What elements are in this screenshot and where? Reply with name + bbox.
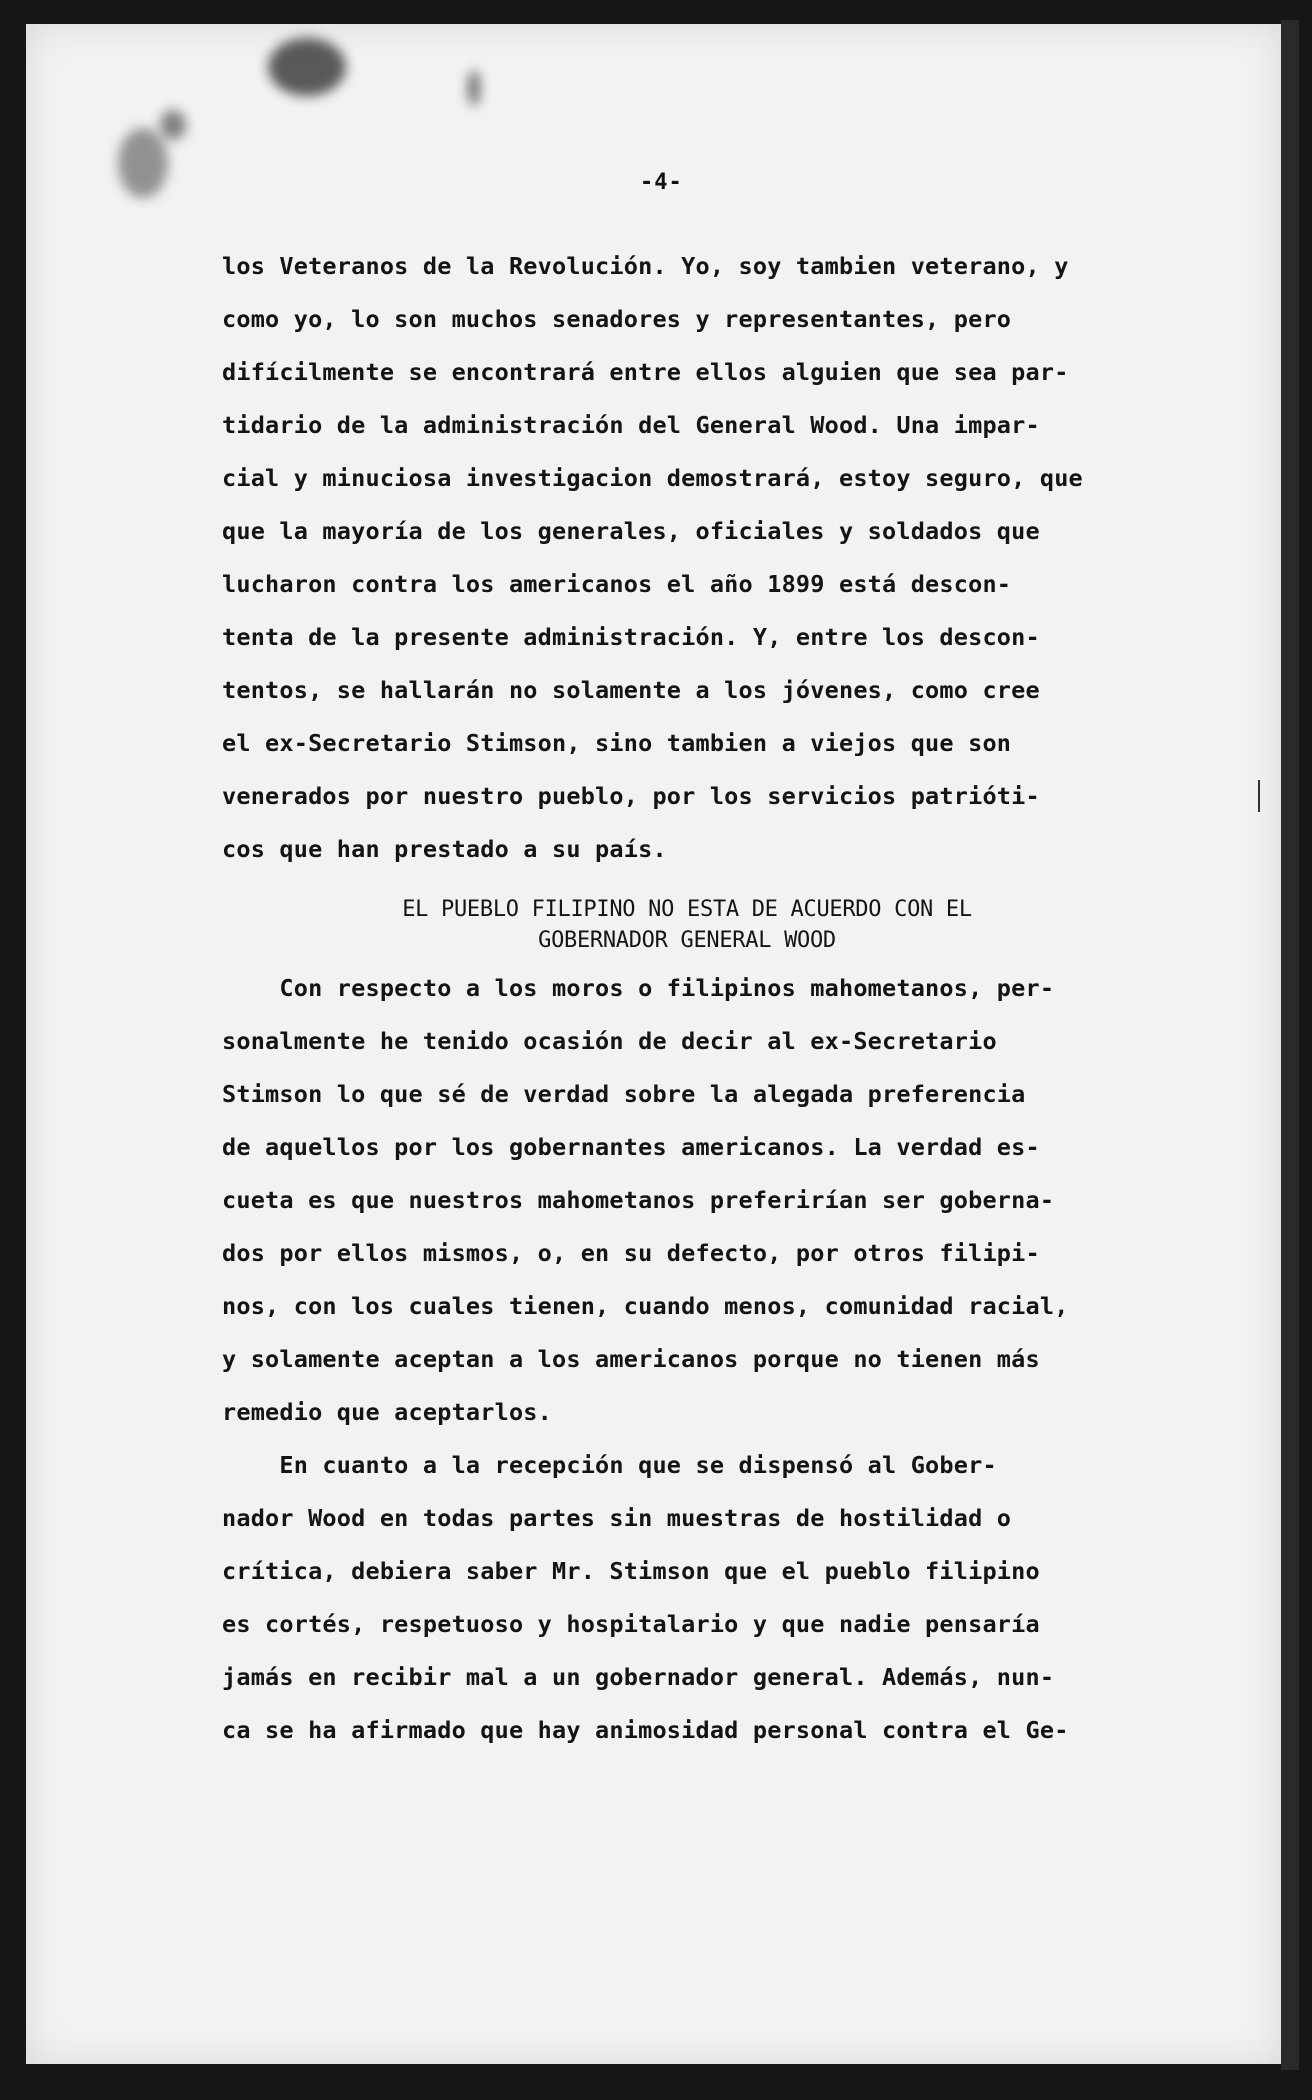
text-line: crítica, debiera saber Mr. Stimson que el pueblo filipino	[222, 1557, 1040, 1585]
text-line: jamás en recibir mal a un gobernador general. Además, nun-	[222, 1663, 1055, 1691]
text-line: dos por ellos mismos, o, en su defecto, por otros filipi-	[222, 1239, 1040, 1267]
text-line: el ex-Secretario Stimson, sino tambien a viejos que son	[222, 729, 1012, 757]
page-number: -4-	[640, 170, 683, 195]
text-line: tenta de la presente administración. Y, entre los descon-	[222, 623, 1040, 651]
text-line: que la mayoría de los generales, oficiales y soldados que	[222, 517, 1040, 545]
ink-stain	[468, 70, 480, 106]
ink-stain	[160, 110, 186, 140]
ink-stain	[118, 128, 168, 198]
text-line: ca se ha afirmado que hay animosidad personal contra el Ge-	[222, 1716, 1069, 1744]
text-line: sonalmente he tenido ocasión de decir al ex-Secretario	[222, 1027, 997, 1055]
text-line: de aquellos por los gobernantes americanos. La verdad es-	[222, 1133, 1040, 1161]
ink-stain	[268, 38, 346, 96]
text-line: Con respecto a los moros o filipinos mahometanos, per-	[222, 974, 1055, 1002]
section-heading: EL PUEBLO FILIPINO NO ESTA DE ACUERDO CON EL	[402, 897, 972, 922]
text-line: nos, con los cuales tienen, cuando menos, comunidad racial,	[222, 1292, 1069, 1320]
text-line: cial y minuciosa investigacion demostrará, estoy seguro, que	[222, 464, 1083, 492]
text-line: venerados por nuestro pueblo, por los servicios patrióti-	[222, 782, 1040, 810]
margin-mark	[1258, 780, 1260, 812]
text-line: nador Wood en todas partes sin muestras de hostilidad o	[222, 1504, 1012, 1532]
text-line: remedio que aceptarlos.	[222, 1398, 553, 1426]
text-line: cos que han prestado a su país.	[222, 835, 667, 863]
text-line: es cortés, respetuoso y hospitalario y que nadie pensaría	[222, 1610, 1040, 1638]
document-body	[222, 240, 1152, 1757]
text-line: difícilmente se encontrará entre ellos alguien que sea par-	[222, 358, 1069, 386]
text-line: lucharon contra los americanos el año 1899 está descon-	[222, 570, 1012, 598]
text-line: los Veteranos de la Revolución. Yo, soy tambien veterano, y	[222, 252, 1069, 280]
text-line: En cuanto a la recepción que se dispensó al Gober-	[222, 1451, 997, 1479]
text-line: tidario de la administración del General Wood. Una impar-	[222, 411, 1040, 439]
text-line: como yo, lo son muchos senadores y representantes, pero	[222, 305, 1012, 333]
section-heading: GOBERNADOR GENERAL WOOD	[538, 928, 836, 953]
text-line: y solamente aceptan a los americanos porque no tienen más	[222, 1345, 1040, 1373]
paper-edge	[1281, 20, 1299, 2070]
text-line: tentos, se hallarán no solamente a los jóvenes, como cree	[222, 676, 1040, 704]
text-line: Stimson lo que sé de verdad sobre la alegada preferencia	[222, 1080, 1026, 1108]
text-line: cueta es que nuestros mahometanos preferirían ser goberna-	[222, 1186, 1055, 1214]
